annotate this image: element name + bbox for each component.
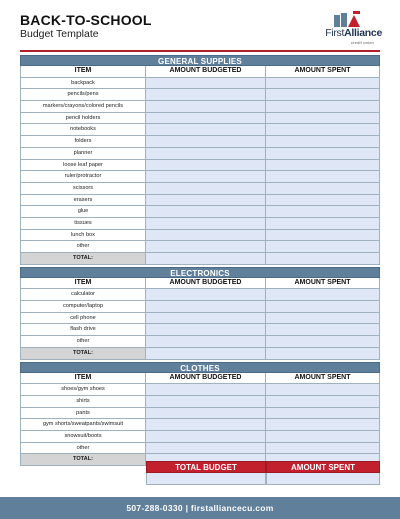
spent-amount-field[interactable] (266, 148, 380, 160)
budgeted-amount-field[interactable] (146, 78, 266, 90)
table-row (20, 183, 380, 195)
item-label: backpack (20, 78, 146, 90)
table-row (20, 384, 380, 396)
budgeted-amount-field[interactable] (146, 206, 266, 218)
item-label: snowsuit/boots (20, 431, 146, 443)
spent-amount-field[interactable] (266, 419, 380, 431)
table-row (20, 443, 380, 455)
table-row (20, 101, 380, 113)
item-label: folders (20, 136, 146, 148)
budgeted-amount-field[interactable] (146, 396, 266, 408)
spent-amount-field[interactable] (266, 408, 380, 420)
spent-amount-field[interactable] (266, 89, 380, 101)
first-alliance-logo (314, 11, 382, 49)
item-label: glue (20, 206, 146, 218)
item-label: planner (20, 148, 146, 160)
budget-table (20, 55, 380, 466)
spent-amount-field[interactable] (266, 230, 380, 242)
amount-spent-header: AMOUNT SPENT (266, 461, 380, 473)
logo-mark-icon (332, 11, 362, 27)
logo-wordmark: FirstAlliance (325, 27, 382, 39)
budgeted-amount-field[interactable] (146, 431, 266, 443)
budgeted-amount-field[interactable] (146, 89, 266, 101)
spent-amount-field[interactable] (266, 431, 380, 443)
item-label: loose leaf paper (20, 160, 146, 172)
budgeted-amount-field[interactable] (146, 313, 266, 325)
budgeted-amount-field[interactable] (146, 124, 266, 136)
section-2 (20, 362, 380, 467)
column-header-item: ITEM (20, 278, 146, 290)
spent-amount-field[interactable] (266, 101, 380, 113)
total-budgeted-field[interactable] (146, 253, 266, 265)
item-label: markers/crayons/colored pencils (20, 101, 146, 113)
column-header-row (20, 373, 380, 385)
budgeted-amount-field[interactable] (146, 183, 266, 195)
header-divider (20, 50, 380, 52)
item-label: shirts (20, 396, 146, 408)
budgeted-amount-field[interactable] (146, 195, 266, 207)
section-title: ELECTRONICS (20, 267, 380, 278)
budgeted-amount-field[interactable] (146, 113, 266, 125)
spent-amount-field[interactable] (266, 218, 380, 230)
column-header-budgeted: AMOUNT BUDGETED (146, 373, 266, 385)
spent-amount-field[interactable] (266, 384, 380, 396)
table-row (20, 301, 380, 313)
section-title: CLOTHES (20, 362, 380, 373)
table-row (20, 419, 380, 431)
footer-bar (0, 497, 400, 519)
budgeted-amount-field[interactable] (146, 148, 266, 160)
total-spent-field[interactable] (266, 253, 380, 265)
total-budget-header: TOTAL BUDGET (146, 461, 266, 473)
total-budgeted-field[interactable] (146, 348, 266, 360)
item-label: other (20, 241, 146, 253)
table-row (20, 78, 380, 90)
column-header-item: ITEM (20, 373, 146, 385)
budgeted-amount-field[interactable] (146, 218, 266, 230)
item-label: tissues (20, 218, 146, 230)
item-label: computer/laptop (20, 301, 146, 313)
column-header-row (20, 278, 380, 290)
column-header-row (20, 66, 380, 78)
table-row (20, 171, 380, 183)
spent-amount-field[interactable] (266, 443, 380, 455)
item-label: erasers (20, 195, 146, 207)
table-row (20, 396, 380, 408)
item-label: pencils/pens (20, 89, 146, 101)
table-row (20, 124, 380, 136)
page-title: BACK-TO-SCHOOL (20, 12, 152, 28)
item-label: cell phone (20, 313, 146, 325)
item-label: pencil holders (20, 113, 146, 125)
total-label: TOTAL: (20, 454, 146, 466)
budgeted-amount-field[interactable] (146, 336, 266, 348)
table-row (20, 148, 380, 160)
table-row (20, 113, 380, 125)
item-label: lunch box (20, 230, 146, 242)
budgeted-amount-field[interactable] (146, 301, 266, 313)
item-label: scissors (20, 183, 146, 195)
summary-table (146, 461, 380, 485)
column-header-spent: AMOUNT SPENT (266, 373, 380, 385)
spent-amount-field[interactable] (266, 171, 380, 183)
section-0 (20, 55, 380, 265)
spent-amount-field[interactable] (266, 195, 380, 207)
total-budget-field[interactable] (146, 473, 266, 485)
total-row (20, 253, 380, 265)
logo-tagline: credit union (350, 40, 374, 45)
page-subtitle: Budget Template (20, 28, 99, 40)
column-header-item: ITEM (20, 66, 146, 78)
item-label: pants (20, 408, 146, 420)
column-header-spent: AMOUNT SPENT (266, 278, 380, 290)
table-row (20, 230, 380, 242)
budgeted-amount-field[interactable] (146, 136, 266, 148)
table-row (20, 431, 380, 443)
spent-amount-field[interactable] (266, 313, 380, 325)
column-header-budgeted: AMOUNT BUDGETED (146, 66, 266, 78)
table-row (20, 160, 380, 172)
total-label: TOTAL: (20, 348, 146, 360)
spent-amount-field[interactable] (266, 78, 380, 90)
table-row (20, 336, 380, 348)
page-header (20, 13, 382, 47)
table-row (20, 206, 380, 218)
table-row (20, 313, 380, 325)
item-label: other (20, 336, 146, 348)
budgeted-amount-field[interactable] (146, 384, 266, 396)
spent-amount-field[interactable] (266, 241, 380, 253)
item-label: gym shorts/sweatpants/swimsuit (20, 419, 146, 431)
budgeted-amount-field[interactable] (146, 443, 266, 455)
spent-amount-field[interactable] (266, 324, 380, 336)
item-label: ruler/protractor (20, 171, 146, 183)
spent-amount-field[interactable] (266, 289, 380, 301)
item-label: other (20, 443, 146, 455)
budgeted-amount-field[interactable] (146, 101, 266, 113)
total-row (20, 348, 380, 360)
table-row (20, 89, 380, 101)
budgeted-amount-field[interactable] (146, 289, 266, 301)
budgeted-amount-field[interactable] (146, 419, 266, 431)
table-row (20, 136, 380, 148)
budgeted-amount-field[interactable] (146, 324, 266, 336)
budgeted-amount-field[interactable] (146, 408, 266, 420)
spent-amount-field[interactable] (266, 183, 380, 195)
total-spent-field[interactable] (266, 348, 380, 360)
section-1 (20, 267, 380, 360)
spent-amount-field[interactable] (266, 336, 380, 348)
spent-amount-field[interactable] (266, 396, 380, 408)
spent-amount-field[interactable] (266, 206, 380, 218)
item-label: notebooks (20, 124, 146, 136)
budgeted-amount-field[interactable] (146, 241, 266, 253)
table-row (20, 218, 380, 230)
budgeted-amount-field[interactable] (146, 160, 266, 172)
total-label: TOTAL: (20, 253, 146, 265)
total-spent-field[interactable] (266, 473, 380, 485)
footer-contact: 507-288-0330 | firstalliancecu.com (126, 503, 274, 513)
table-row (20, 408, 380, 420)
spent-amount-field[interactable] (266, 113, 380, 125)
item-label: calculator (20, 289, 146, 301)
column-header-spent: AMOUNT SPENT (266, 66, 380, 78)
section-title: GENERAL SUPPLIES (20, 55, 380, 66)
spent-amount-field[interactable] (266, 124, 380, 136)
table-row (20, 241, 380, 253)
spent-amount-field[interactable] (266, 136, 380, 148)
item-label: flash drive (20, 324, 146, 336)
spent-amount-field[interactable] (266, 301, 380, 313)
table-row (20, 289, 380, 301)
budgeted-amount-field[interactable] (146, 171, 266, 183)
column-header-budgeted: AMOUNT BUDGETED (146, 278, 266, 290)
item-label: shoes/gym shoes (20, 384, 146, 396)
table-row (20, 195, 380, 207)
table-row (20, 324, 380, 336)
budgeted-amount-field[interactable] (146, 230, 266, 242)
spent-amount-field[interactable] (266, 160, 380, 172)
